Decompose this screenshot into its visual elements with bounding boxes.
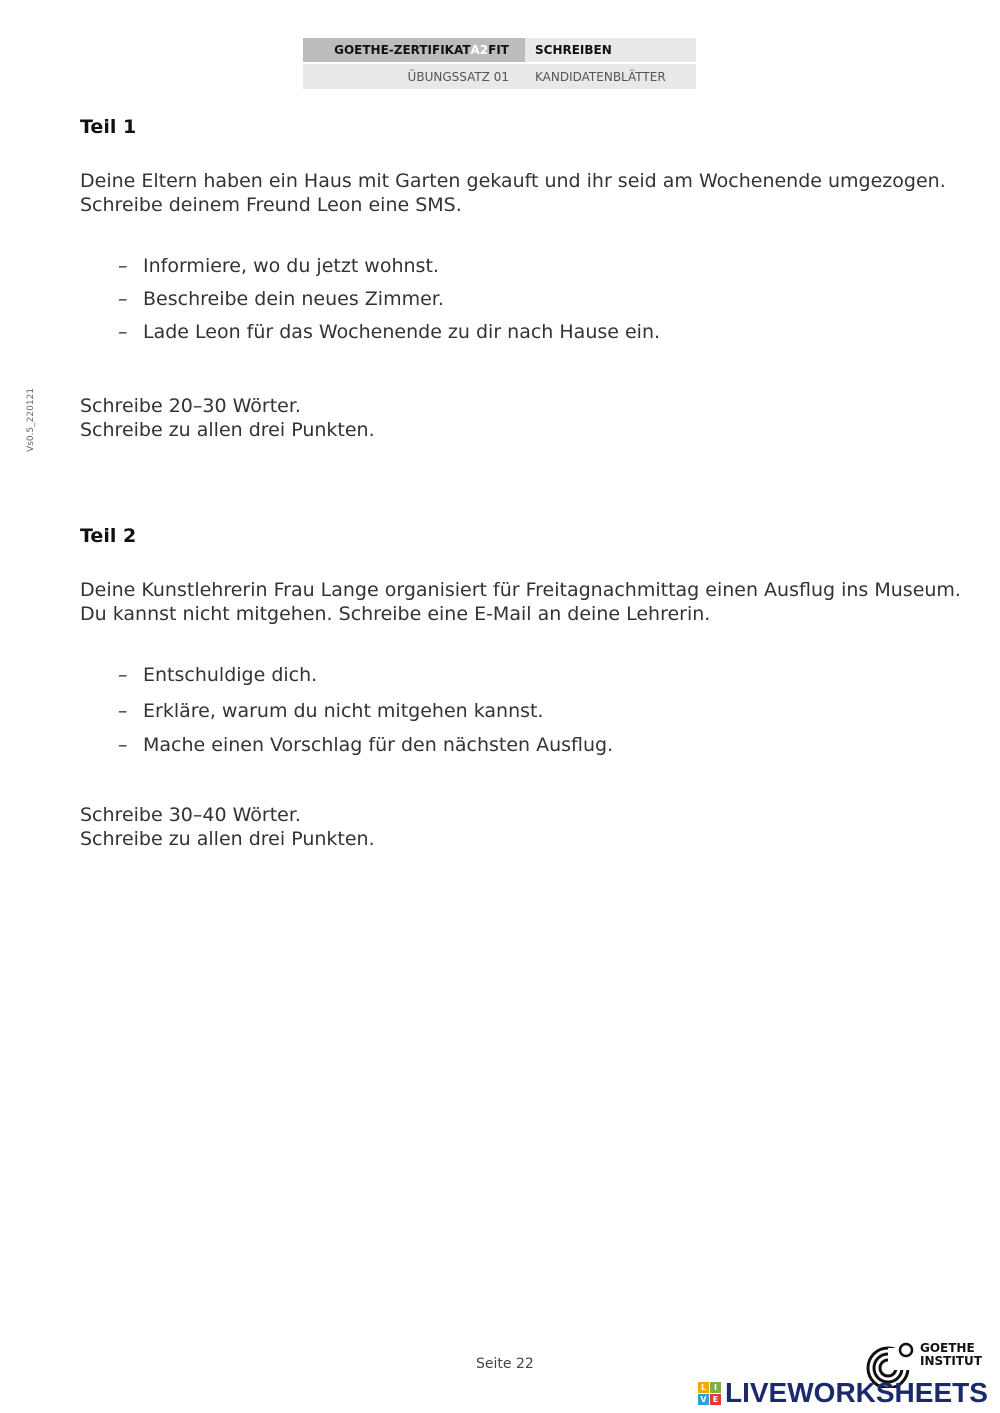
teil1-instruction-line: Schreibe zu allen drei Punkten. (80, 419, 375, 441)
teil2-point-text: Mache einen Vorschlag für den nächsten Ausflug. (143, 734, 614, 756)
goethe-logo-text (920, 1342, 982, 1368)
lw-letter: L (698, 1382, 709, 1393)
dash-marker: – (118, 321, 128, 343)
section-label: SCHREIBEN (535, 43, 612, 57)
teil1-intro-line: Schreibe deinem Freund Leon eine SMS. (80, 194, 462, 216)
teil1-point-text: Beschreibe dein neues Zimmer. (143, 288, 444, 310)
section-cell (525, 38, 696, 62)
teil2-point-text: Erkläre, warum du nicht mitgehen kannst. (143, 700, 544, 722)
logo-line: GOETHE (920, 1341, 975, 1355)
teil2-intro-line: Deine Kunstlehrerin Frau Lange organisiert für Freitagnachmittag einen Ausflug ins Museum. (80, 579, 961, 601)
exam-level: A2 (470, 43, 489, 57)
teil1-intro (80, 169, 946, 217)
exam-suffix: FIT (488, 43, 509, 57)
teil2-intro (80, 578, 961, 626)
teil2-instruction-line: Schreibe 30–40 Wörter. (80, 804, 301, 826)
teil1-title: Teil 1 (80, 116, 137, 138)
set-label: ÜBUNGSSATZ 01 (407, 69, 509, 84)
teil1-point-text: Informiere, wo du jetzt wohnst. (143, 255, 439, 277)
page-number: Seite 22 (476, 1356, 534, 1372)
set-cell (303, 64, 525, 89)
teil1-point (118, 288, 444, 310)
teil1-point (118, 321, 660, 343)
version-code: Vs0.5_220121 (26, 387, 36, 452)
teil1-instructions (80, 394, 375, 442)
lw-letter: E (710, 1394, 721, 1405)
teil2-point-text: Entschuldige dich. (143, 664, 318, 686)
liveworksheets-watermark (698, 1377, 988, 1409)
dash-marker: – (118, 700, 128, 722)
exam-prefix: GOETHE-ZERTIFIKAT (334, 43, 471, 57)
teil1-point-text: Lade Leon für das Wochenende zu dir nach Hause ein. (143, 321, 661, 343)
sheet-cell (525, 64, 696, 89)
teil2-instructions (80, 803, 375, 851)
teil2-point (118, 734, 613, 756)
lw-letter: V (698, 1394, 709, 1405)
dash-marker: – (118, 734, 128, 756)
dash-marker: – (118, 255, 128, 277)
dash-marker: – (118, 664, 128, 686)
lw-letter: I (710, 1382, 721, 1393)
teil1-intro-line: Deine Eltern haben ein Haus mit Garten gekauft und ihr seid am Wochenende umgezogen. (80, 170, 946, 192)
teil2-point (118, 664, 317, 686)
teil1-instruction-line: Schreibe 20–30 Wörter. (80, 395, 301, 417)
teil2-point (118, 700, 544, 722)
logo-line: INSTITUT (920, 1354, 982, 1368)
teil2-instruction-line: Schreibe zu allen drei Punkten. (80, 828, 375, 850)
exam-title-cell (303, 38, 525, 62)
liveworksheets-blocks-icon (698, 1382, 721, 1405)
dash-marker: – (118, 288, 128, 310)
liveworksheets-text: LIVEWORKSHEETS (725, 1377, 988, 1408)
teil2-title: Teil 2 (80, 525, 137, 547)
teil1-point (118, 255, 439, 277)
teil2-intro-line: Du kannst nicht mitgehen. Schreibe eine E-Mail an deine Lehrerin. (80, 603, 711, 625)
sheet-label: KANDIDATENBLÄTTER (535, 69, 666, 84)
